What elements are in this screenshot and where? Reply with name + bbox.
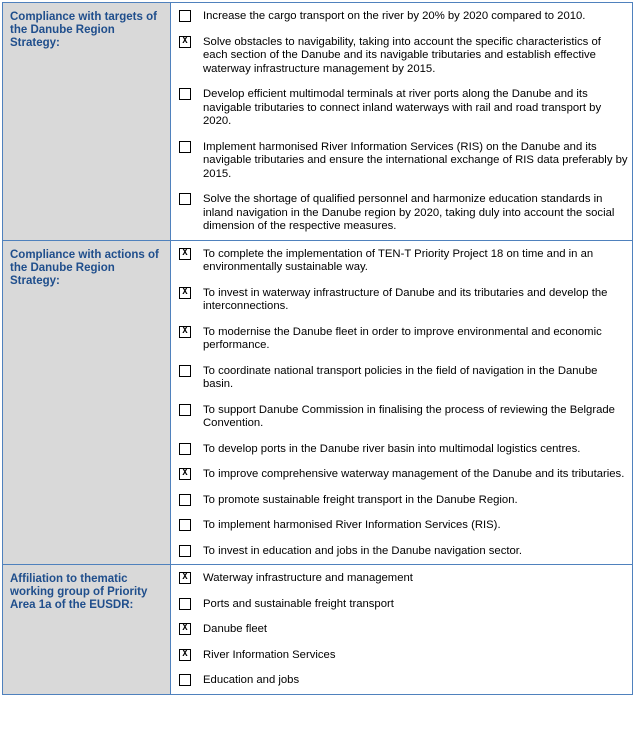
- section-working-group: [3, 565, 633, 695]
- option-item[interactable]: [179, 571, 628, 586]
- option-text: To modernise the Danube fleet in order to improve environmental and economic performance.: [203, 325, 602, 351]
- checkbox[interactable]: [179, 404, 191, 416]
- checkbox[interactable]: X: [179, 572, 191, 584]
- checkbox[interactable]: [179, 141, 191, 153]
- options-list: [171, 240, 633, 565]
- option-item[interactable]: [179, 364, 628, 392]
- checkbox[interactable]: X: [179, 287, 191, 299]
- option-item[interactable]: [179, 9, 628, 24]
- checkbox[interactable]: X: [179, 248, 191, 260]
- option-text: To promote sustainable freight transport in the Danube Region.: [203, 493, 518, 506]
- checkbox[interactable]: [179, 494, 191, 506]
- option-text: To support Danube Commission in finalising the process of reviewing the Belgrade Convention.: [203, 403, 615, 429]
- option-item[interactable]: [179, 673, 628, 688]
- option-text: Education and jobs: [203, 674, 300, 686]
- option-text: Solve the shortage of qualified personnel and harmonize education standards in inland navigation in the Danube region by 2020, taking duly into account the social dimension of the respective measures.: [203, 193, 615, 232]
- checkbox[interactable]: [179, 674, 191, 686]
- option-text: Waterway infrastructure and management: [203, 572, 413, 584]
- option-item[interactable]: [179, 325, 628, 353]
- option-item[interactable]: [179, 286, 628, 314]
- option-item[interactable]: [179, 467, 628, 482]
- option-item[interactable]: [179, 544, 628, 559]
- option-text: Solve obstacles to navigability, taking into account the specific characteristics of each section of the Danube and its navigable tributaries and establish effective waterway infrastructure management by 2015.: [203, 35, 601, 75]
- option-item[interactable]: [179, 403, 628, 431]
- checkbox[interactable]: [179, 545, 191, 557]
- option-text: Ports and sustainable freight transport: [203, 597, 394, 610]
- option-text: To coordinate national transport policies in the field of navigation in the Danube basin.: [203, 364, 598, 390]
- option-item[interactable]: [179, 247, 628, 275]
- options-list: [171, 565, 633, 695]
- compliance-form-table: [2, 2, 633, 695]
- option-text: Implement harmonised River Information Services (RIS) on the Danube and its navigable tributaries and ensure the international exchange of RIS data preferably by 2015.: [203, 140, 628, 180]
- checkbox[interactable]: [179, 365, 191, 377]
- option-item[interactable]: [179, 442, 628, 457]
- option-text: River Information Services: [203, 648, 336, 661]
- option-text: To improve comprehensive waterway management of the Danube and its tributaries.: [203, 468, 625, 480]
- option-item[interactable]: [179, 35, 628, 77]
- option-item[interactable]: [179, 622, 628, 637]
- checkbox[interactable]: X: [179, 649, 191, 661]
- section-actions: [3, 240, 633, 565]
- section-label: Affiliation to thematic working group of Priority Area 1a of the EUSDR:: [3, 565, 171, 695]
- option-text: Develop efficient multimodal terminals at river ports along the Danube and its navigable tributaries to connect inland waterways with rail and road transport by 2020.: [203, 88, 602, 127]
- checkbox[interactable]: X: [179, 468, 191, 480]
- option-item[interactable]: [179, 87, 628, 129]
- checkbox[interactable]: [179, 193, 191, 205]
- option-text: To implement harmonised River Information Services (RIS).: [203, 519, 501, 531]
- option-text: Increase the cargo transport on the river by 20% by 2020 compared to 2010.: [203, 10, 586, 22]
- option-text: To invest in waterway infrastructure of Danube and its tributaries and develop the interconnections.: [203, 286, 608, 312]
- option-item[interactable]: [179, 140, 628, 182]
- checkbox[interactable]: [179, 88, 191, 100]
- checkbox[interactable]: X: [179, 36, 191, 48]
- checkbox[interactable]: [179, 443, 191, 455]
- option-item[interactable]: [179, 648, 628, 663]
- checkbox[interactable]: [179, 598, 191, 610]
- section-targets: [3, 3, 633, 241]
- option-text: Danube fleet: [203, 623, 268, 635]
- section-label: Compliance with actions of the Danube Region Strategy:: [3, 240, 171, 565]
- checkbox[interactable]: X: [179, 326, 191, 338]
- option-item[interactable]: [179, 597, 628, 612]
- option-item[interactable]: [179, 518, 628, 533]
- option-text: To invest in education and jobs in the Danube navigation sector.: [203, 544, 523, 557]
- checkbox[interactable]: X: [179, 623, 191, 635]
- checkbox[interactable]: [179, 10, 191, 22]
- section-label: Compliance with targets of the Danube Region Strategy:: [3, 3, 171, 241]
- option-item[interactable]: [179, 493, 628, 508]
- checkbox[interactable]: [179, 519, 191, 531]
- options-list: [171, 3, 633, 241]
- option-item[interactable]: [179, 192, 628, 234]
- option-text: To complete the implementation of TEN-T Priority Project 18 on time and in an environmentally sustainable way.: [203, 247, 594, 273]
- option-text: To develop ports in the Danube river basin into multimodal logistics centres.: [203, 442, 581, 455]
